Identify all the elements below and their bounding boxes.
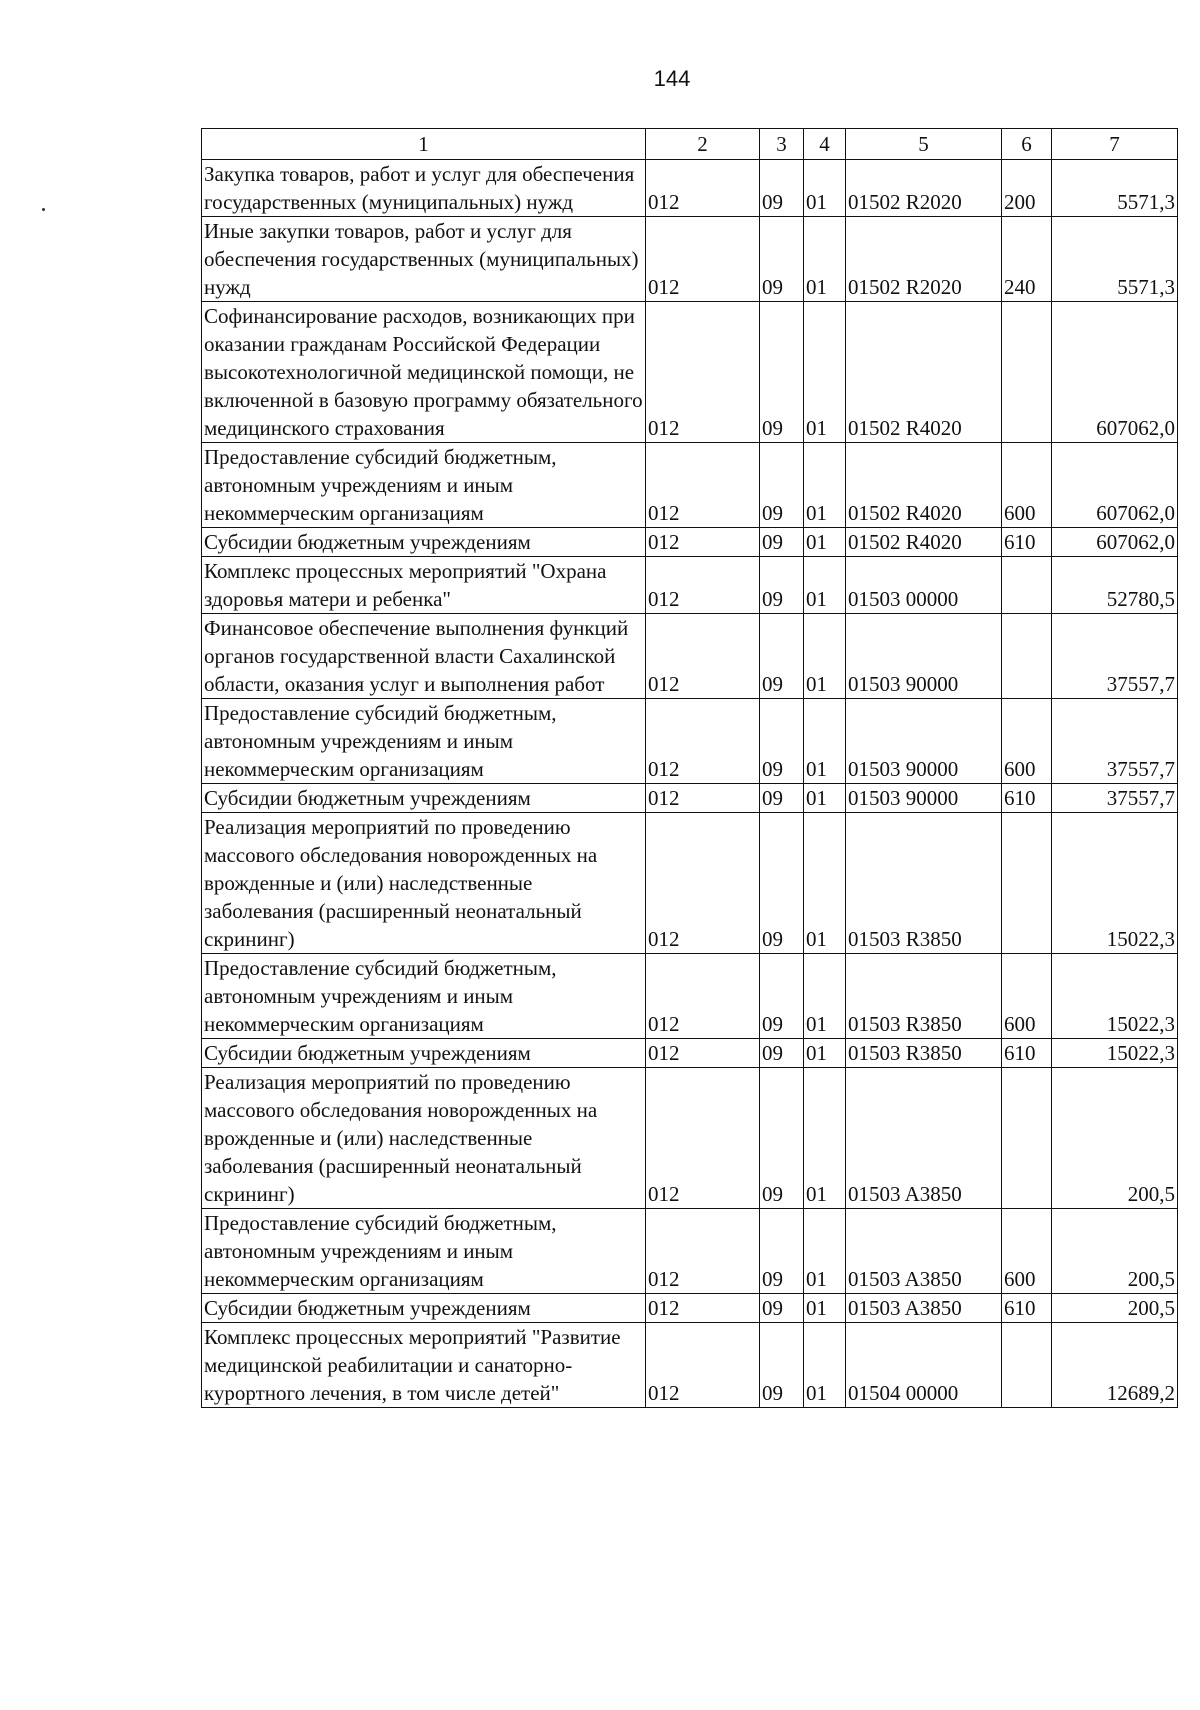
row-amount: 52780,5 xyxy=(1052,557,1178,614)
row-subsection-code: 01 xyxy=(804,557,846,614)
row-subsection-code: 01 xyxy=(804,954,846,1039)
row-expense-type: 610 xyxy=(1002,1039,1052,1068)
table-row xyxy=(202,1209,1178,1294)
row-amount: 200,5 xyxy=(1052,1209,1178,1294)
row-name: Иные закупки товаров, работ и услуг для обеспечения государственных (муниципальных) нужд xyxy=(202,217,646,302)
row-expense-type: 600 xyxy=(1002,954,1052,1039)
scan-speck xyxy=(42,208,45,211)
row-subsection-code: 01 xyxy=(804,1323,846,1408)
header-row xyxy=(202,129,1178,160)
row-name: Субсидии бюджетным учреждениям xyxy=(202,1294,646,1323)
header-cell: 4 xyxy=(804,129,846,160)
row-ministry-code: 012 xyxy=(646,614,760,699)
header-cell: 7 xyxy=(1052,129,1178,160)
row-name: Закупка товаров, работ и услуг для обеспечения государственных (муниципальных) нужд xyxy=(202,160,646,217)
row-amount: 607062,0 xyxy=(1052,302,1178,443)
row-expense-type xyxy=(1002,557,1052,614)
row-expense-type: 600 xyxy=(1002,699,1052,784)
row-section-code: 09 xyxy=(760,1294,804,1323)
row-target-code: 01502 R4020 xyxy=(846,302,1002,443)
row-ministry-code: 012 xyxy=(646,954,760,1039)
row-section-code: 09 xyxy=(760,1209,804,1294)
header-cell: 6 xyxy=(1002,129,1052,160)
row-name: Субсидии бюджетным учреждениям xyxy=(202,1039,646,1068)
row-expense-type xyxy=(1002,302,1052,443)
row-ministry-code: 012 xyxy=(646,302,760,443)
table-row xyxy=(202,443,1178,528)
row-name: Софинансирование расходов, возникающих при оказании гражданам Российской Федерации высокотехнологичной медицинской помощи, не включенной в базовую программу обязательного медицинского страхования xyxy=(202,302,646,443)
row-ministry-code: 012 xyxy=(646,557,760,614)
row-target-code: 01503 R3850 xyxy=(846,954,1002,1039)
row-section-code: 09 xyxy=(760,954,804,1039)
row-name: Реализация мероприятий по проведению массового обследования новорожденных на врожденные и (или) наследственные заболевания (расширенный неонатальный скрининг) xyxy=(202,813,646,954)
row-target-code: 01504 00000 xyxy=(846,1323,1002,1408)
row-expense-type xyxy=(1002,614,1052,699)
row-expense-type xyxy=(1002,813,1052,954)
row-target-code: 01503 A3850 xyxy=(846,1209,1002,1294)
row-name: Предоставление субсидий бюджетным, автономным учреждениям и иным некоммерческим организациям xyxy=(202,1209,646,1294)
row-name: Предоставление субсидий бюджетным, автономным учреждениям и иным некоммерческим организациям xyxy=(202,443,646,528)
row-amount: 15022,3 xyxy=(1052,1039,1178,1068)
table-row xyxy=(202,1323,1178,1408)
row-target-code: 01503 00000 xyxy=(846,557,1002,614)
row-target-code: 01503 90000 xyxy=(846,614,1002,699)
row-name: Предоставление субсидий бюджетным, автономным учреждениям и иным некоммерческим организациям xyxy=(202,954,646,1039)
row-subsection-code: 01 xyxy=(804,614,846,699)
row-section-code: 09 xyxy=(760,1323,804,1408)
row-amount: 37557,7 xyxy=(1052,784,1178,813)
row-section-code: 09 xyxy=(760,1039,804,1068)
row-name: Субсидии бюджетным учреждениям xyxy=(202,784,646,813)
row-ministry-code: 012 xyxy=(646,1209,760,1294)
row-ministry-code: 012 xyxy=(646,1039,760,1068)
row-target-code: 01503 90000 xyxy=(846,699,1002,784)
row-expense-type: 610 xyxy=(1002,528,1052,557)
row-ministry-code: 012 xyxy=(646,813,760,954)
row-ministry-code: 012 xyxy=(646,528,760,557)
row-amount: 37557,7 xyxy=(1052,699,1178,784)
row-section-code: 09 xyxy=(760,160,804,217)
budget-table xyxy=(201,128,1178,1408)
row-section-code: 09 xyxy=(760,443,804,528)
row-ministry-code: 012 xyxy=(646,1323,760,1408)
row-expense-type xyxy=(1002,1068,1052,1209)
header-cell: 1 xyxy=(202,129,646,160)
header-cell: 3 xyxy=(760,129,804,160)
row-name: Субсидии бюджетным учреждениям xyxy=(202,528,646,557)
row-ministry-code: 012 xyxy=(646,1068,760,1209)
row-amount: 607062,0 xyxy=(1052,443,1178,528)
row-target-code: 01502 R4020 xyxy=(846,528,1002,557)
row-expense-type: 600 xyxy=(1002,443,1052,528)
row-section-code: 09 xyxy=(760,813,804,954)
row-amount: 200,5 xyxy=(1052,1294,1178,1323)
table-row xyxy=(202,813,1178,954)
row-amount: 15022,3 xyxy=(1052,954,1178,1039)
row-subsection-code: 01 xyxy=(804,699,846,784)
row-name: Комплекс процессных мероприятий "Охрана здоровья матери и ребенка" xyxy=(202,557,646,614)
row-ministry-code: 012 xyxy=(646,699,760,784)
row-section-code: 09 xyxy=(760,557,804,614)
row-section-code: 09 xyxy=(760,614,804,699)
row-subsection-code: 01 xyxy=(804,528,846,557)
row-expense-type: 610 xyxy=(1002,784,1052,813)
row-ministry-code: 012 xyxy=(646,443,760,528)
row-section-code: 09 xyxy=(760,1068,804,1209)
table-row xyxy=(202,557,1178,614)
row-subsection-code: 01 xyxy=(804,160,846,217)
row-amount: 37557,7 xyxy=(1052,614,1178,699)
row-amount: 5571,3 xyxy=(1052,217,1178,302)
row-name: Финансовое обеспечение выполнения функций органов государственной власти Сахалинской области, оказания услуг и выполнения работ xyxy=(202,614,646,699)
row-amount: 607062,0 xyxy=(1052,528,1178,557)
row-target-code: 01503 A3850 xyxy=(846,1068,1002,1209)
row-target-code: 01503 A3850 xyxy=(846,1294,1002,1323)
row-subsection-code: 01 xyxy=(804,813,846,954)
row-amount: 12689,2 xyxy=(1052,1323,1178,1408)
row-amount: 5571,3 xyxy=(1052,160,1178,217)
row-amount: 15022,3 xyxy=(1052,813,1178,954)
row-subsection-code: 01 xyxy=(804,1294,846,1323)
table-row xyxy=(202,954,1178,1039)
row-subsection-code: 01 xyxy=(804,302,846,443)
row-section-code: 09 xyxy=(760,699,804,784)
row-amount: 200,5 xyxy=(1052,1068,1178,1209)
row-expense-type xyxy=(1002,1323,1052,1408)
row-section-code: 09 xyxy=(760,302,804,443)
row-expense-type: 610 xyxy=(1002,1294,1052,1323)
row-expense-type: 240 xyxy=(1002,217,1052,302)
row-expense-type: 200 xyxy=(1002,160,1052,217)
row-target-code: 01503 R3850 xyxy=(846,1039,1002,1068)
row-subsection-code: 01 xyxy=(804,443,846,528)
row-section-code: 09 xyxy=(760,784,804,813)
header-cell: 5 xyxy=(846,129,1002,160)
table-row xyxy=(202,784,1178,813)
row-section-code: 09 xyxy=(760,528,804,557)
row-target-code: 01502 R2020 xyxy=(846,217,1002,302)
row-expense-type: 600 xyxy=(1002,1209,1052,1294)
row-target-code: 01503 90000 xyxy=(846,784,1002,813)
table-row xyxy=(202,1294,1178,1323)
row-subsection-code: 01 xyxy=(804,784,846,813)
table-row xyxy=(202,699,1178,784)
row-section-code: 09 xyxy=(760,217,804,302)
row-ministry-code: 012 xyxy=(646,1294,760,1323)
row-ministry-code: 012 xyxy=(646,784,760,813)
row-subsection-code: 01 xyxy=(804,1068,846,1209)
table-row xyxy=(202,1068,1178,1209)
row-subsection-code: 01 xyxy=(804,1039,846,1068)
table-row xyxy=(202,302,1178,443)
table-row xyxy=(202,528,1178,557)
row-subsection-code: 01 xyxy=(804,1209,846,1294)
row-subsection-code: 01 xyxy=(804,217,846,302)
row-target-code: 01502 R4020 xyxy=(846,443,1002,528)
table-row xyxy=(202,614,1178,699)
page-number: 144 xyxy=(653,66,691,91)
row-ministry-code: 012 xyxy=(646,217,760,302)
row-name: Предоставление субсидий бюджетным, автономным учреждениям и иным некоммерческим организациям xyxy=(202,699,646,784)
header-cell: 2 xyxy=(646,129,760,160)
table-row xyxy=(202,1039,1178,1068)
row-ministry-code: 012 xyxy=(646,160,760,217)
row-name: Комплекс процессных мероприятий "Развитие медицинской реабилитации и санаторно-курортного лечения, в том числе детей" xyxy=(202,1323,646,1408)
row-name: Реализация мероприятий по проведению массового обследования новорожденных на врожденные и (или) наследственные заболевания (расширенный неонатальный скрининг) xyxy=(202,1068,646,1209)
row-target-code: 01502 R2020 xyxy=(846,160,1002,217)
table-row xyxy=(202,160,1178,217)
row-target-code: 01503 R3850 xyxy=(846,813,1002,954)
table-row xyxy=(202,217,1178,302)
